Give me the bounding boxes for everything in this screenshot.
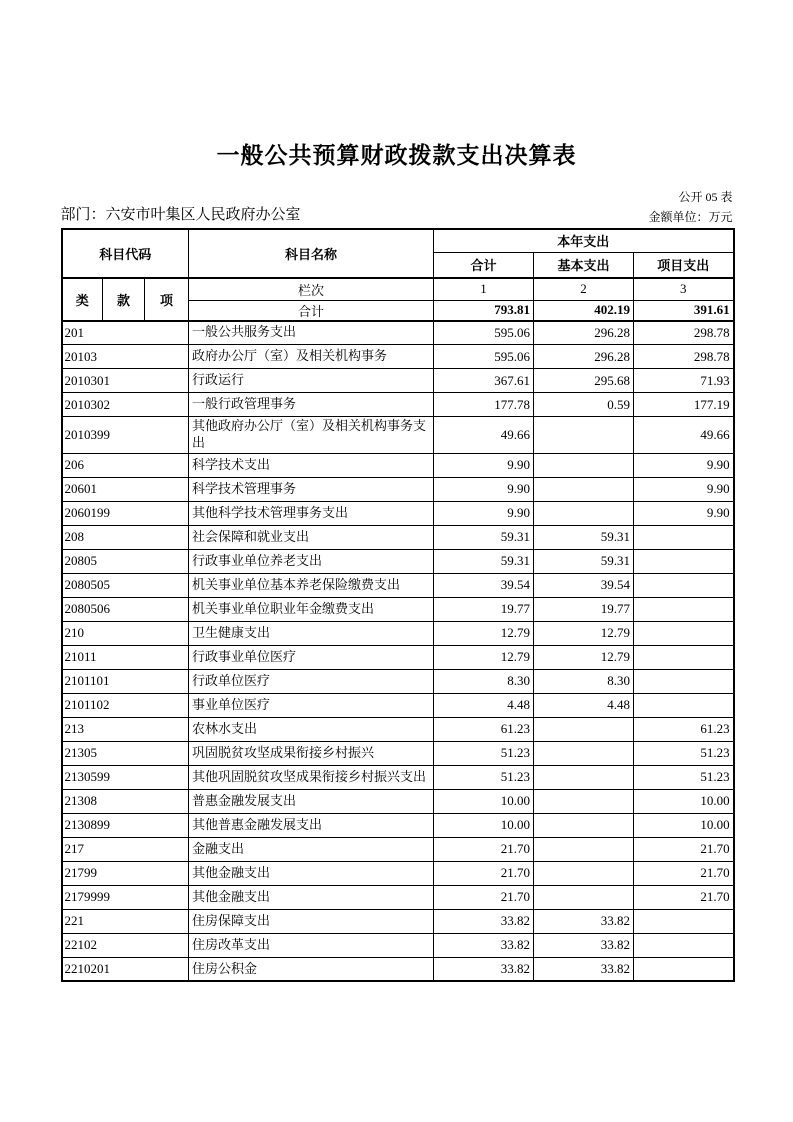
subject-name-cell: 其他金融支出 bbox=[189, 861, 434, 885]
total-cell: 21.70 bbox=[434, 885, 534, 909]
total-cell: 21.70 bbox=[434, 861, 534, 885]
project-cell bbox=[634, 909, 734, 933]
page-title: 一般公共预算财政拨款支出决算表 bbox=[216, 142, 577, 168]
header-subject-code: 科目代码 bbox=[62, 229, 189, 278]
subject-name-cell: 事业单位医疗 bbox=[189, 693, 434, 717]
column-number-3: 3 bbox=[634, 278, 734, 300]
subject-name-cell: 一般公共服务支出 bbox=[189, 321, 434, 345]
report-sheet bbox=[61, 0, 733, 982]
total-cell: 10.00 bbox=[434, 813, 534, 837]
table-row bbox=[62, 621, 734, 645]
total-cell: 39.54 bbox=[434, 573, 534, 597]
subject-name-cell: 普惠金融发展支出 bbox=[189, 789, 434, 813]
total-cell: 59.31 bbox=[434, 525, 534, 549]
project-cell: 10.00 bbox=[634, 789, 734, 813]
total-cell: 12.79 bbox=[434, 645, 534, 669]
project-cell bbox=[634, 957, 734, 981]
subject-name-cell: 机关事业单位职业年金缴费支出 bbox=[189, 597, 434, 621]
subject-name-cell: 行政运行 bbox=[189, 369, 434, 393]
subject-code-cell: 2060199 bbox=[62, 501, 189, 525]
table-row bbox=[62, 549, 734, 573]
project-cell: 9.90 bbox=[634, 453, 734, 477]
column-number-1: 1 bbox=[434, 278, 534, 300]
basic-cell: 59.31 bbox=[534, 549, 634, 573]
project-cell: 177.19 bbox=[634, 393, 734, 417]
table-row bbox=[62, 861, 734, 885]
subject-code-cell: 2210201 bbox=[62, 957, 189, 981]
subject-code-cell: 21011 bbox=[62, 645, 189, 669]
subject-name-cell: 其他科学技术管理事务支出 bbox=[189, 501, 434, 525]
subject-code-cell: 217 bbox=[62, 837, 189, 861]
subject-code-cell: 21799 bbox=[62, 861, 189, 885]
total-cell: 33.82 bbox=[434, 957, 534, 981]
total-cell: 595.06 bbox=[434, 345, 534, 369]
basic-cell bbox=[534, 501, 634, 525]
meta-row bbox=[61, 206, 733, 225]
basic-cell bbox=[534, 861, 634, 885]
project-cell: 21.70 bbox=[634, 837, 734, 861]
total-cell: 367.61 bbox=[434, 369, 534, 393]
subject-name-cell: 农林水支出 bbox=[189, 717, 434, 741]
table-row bbox=[62, 369, 734, 393]
subject-code-cell: 2010302 bbox=[62, 393, 189, 417]
project-cell bbox=[634, 621, 734, 645]
subject-name-cell: 科学技术管理事务 bbox=[189, 477, 434, 501]
project-cell: 21.70 bbox=[634, 885, 734, 909]
header-row-3 bbox=[62, 278, 734, 300]
total-cell: 177.78 bbox=[434, 393, 534, 417]
table-row bbox=[62, 813, 734, 837]
unit-note: 金额单位：万元 bbox=[648, 210, 733, 224]
project-cell: 21.70 bbox=[634, 861, 734, 885]
project-cell: 9.90 bbox=[634, 477, 734, 501]
subject-name-cell: 社会保障和就业支出 bbox=[189, 525, 434, 549]
total-cell: 595.06 bbox=[434, 321, 534, 345]
table-body bbox=[62, 321, 734, 982]
table-row bbox=[62, 717, 734, 741]
department-label: 部门：六安市叶集区人民政府办公室 bbox=[60, 207, 301, 223]
project-cell bbox=[634, 693, 734, 717]
project-cell: 51.23 bbox=[634, 741, 734, 765]
subject-name-cell: 政府办公厅（室）及相关机构事务 bbox=[189, 345, 434, 369]
subject-name-cell: 科学技术支出 bbox=[189, 453, 434, 477]
project-cell: 10.00 bbox=[634, 813, 734, 837]
column-number-2: 2 bbox=[534, 278, 634, 300]
table-row bbox=[62, 453, 734, 477]
subject-code-cell: 20601 bbox=[62, 477, 189, 501]
table-row bbox=[62, 957, 734, 981]
subject-code-cell: 21305 bbox=[62, 741, 189, 765]
basic-cell bbox=[534, 717, 634, 741]
table-row bbox=[62, 933, 734, 957]
header-current-year: 本年支出 bbox=[434, 229, 734, 252]
total-cell: 12.79 bbox=[434, 621, 534, 645]
total-cell: 21.70 bbox=[434, 837, 534, 861]
subject-name-cell: 卫生健康支出 bbox=[189, 621, 434, 645]
subject-name-cell: 其他普惠金融发展支出 bbox=[189, 813, 434, 837]
total-cell: 8.30 bbox=[434, 669, 534, 693]
table-row bbox=[62, 417, 734, 454]
basic-cell: 4.48 bbox=[534, 693, 634, 717]
table-row bbox=[62, 885, 734, 909]
table-row bbox=[62, 645, 734, 669]
subject-code-cell: 206 bbox=[62, 453, 189, 477]
subject-code-cell: 20103 bbox=[62, 345, 189, 369]
basic-cell bbox=[534, 885, 634, 909]
total-cell: 59.31 bbox=[434, 549, 534, 573]
total-cell: 9.90 bbox=[434, 453, 534, 477]
basic-cell: 12.79 bbox=[534, 621, 634, 645]
header-item: 项 bbox=[145, 278, 189, 321]
header-project: 项目支出 bbox=[634, 252, 734, 278]
table-row bbox=[62, 909, 734, 933]
subject-code-cell: 2010399 bbox=[62, 417, 189, 454]
subject-name-cell: 行政事业单位医疗 bbox=[189, 645, 434, 669]
grand-total-basic: 402.19 bbox=[534, 300, 634, 321]
header-class: 类 bbox=[62, 278, 103, 321]
total-cell: 4.48 bbox=[434, 693, 534, 717]
project-cell: 298.78 bbox=[634, 321, 734, 345]
project-cell: 9.90 bbox=[634, 501, 734, 525]
basic-cell: 33.82 bbox=[534, 909, 634, 933]
project-cell bbox=[634, 645, 734, 669]
basic-cell: 12.79 bbox=[534, 645, 634, 669]
total-cell: 49.66 bbox=[434, 417, 534, 454]
table-row bbox=[62, 837, 734, 861]
table-row bbox=[62, 345, 734, 369]
subject-code-cell: 2010301 bbox=[62, 369, 189, 393]
header-subject-name: 科目名称 bbox=[189, 229, 434, 278]
table-row bbox=[62, 501, 734, 525]
project-cell: 49.66 bbox=[634, 417, 734, 454]
basic-cell: 296.28 bbox=[534, 321, 634, 345]
subject-name-cell: 巩固脱贫攻坚成果衔接乡村振兴 bbox=[189, 741, 434, 765]
grand-total-sum: 793.81 bbox=[434, 300, 534, 321]
subject-code-cell: 2101101 bbox=[62, 669, 189, 693]
grand-total-project: 391.61 bbox=[634, 300, 734, 321]
subject-name-cell: 住房保障支出 bbox=[189, 909, 434, 933]
expenditure-table bbox=[61, 228, 735, 982]
basic-cell bbox=[534, 789, 634, 813]
project-cell bbox=[634, 933, 734, 957]
basic-cell bbox=[534, 837, 634, 861]
header-total: 合计 bbox=[434, 252, 534, 278]
total-cell: 51.23 bbox=[434, 741, 534, 765]
basic-cell bbox=[534, 813, 634, 837]
table-row bbox=[62, 693, 734, 717]
subject-name-cell: 机关事业单位基本养老保险缴费支出 bbox=[189, 573, 434, 597]
project-cell: 51.23 bbox=[634, 765, 734, 789]
subject-code-cell: 208 bbox=[62, 525, 189, 549]
basic-cell: 19.77 bbox=[534, 597, 634, 621]
table-row bbox=[62, 477, 734, 501]
project-cell bbox=[634, 549, 734, 573]
subject-name-cell: 其他政府办公厅（室）及相关机构事务支出 bbox=[189, 417, 434, 454]
subject-code-cell: 21308 bbox=[62, 789, 189, 813]
basic-cell bbox=[534, 453, 634, 477]
subject-code-cell: 20805 bbox=[62, 549, 189, 573]
total-cell: 51.23 bbox=[434, 765, 534, 789]
table-row bbox=[62, 669, 734, 693]
header-section: 款 bbox=[103, 278, 145, 321]
basic-cell: 59.31 bbox=[534, 525, 634, 549]
basic-cell: 33.82 bbox=[534, 957, 634, 981]
subject-name-cell: 行政单位医疗 bbox=[189, 669, 434, 693]
table-row bbox=[62, 789, 734, 813]
project-cell bbox=[634, 573, 734, 597]
project-cell: 61.23 bbox=[634, 717, 734, 741]
basic-cell: 0.59 bbox=[534, 393, 634, 417]
subject-code-cell: 22102 bbox=[62, 933, 189, 957]
subject-code-cell: 2101102 bbox=[62, 693, 189, 717]
table-row bbox=[62, 765, 734, 789]
subject-code-cell: 2179999 bbox=[62, 885, 189, 909]
header-row-1 bbox=[62, 229, 734, 252]
table-row bbox=[62, 393, 734, 417]
basic-cell: 296.28 bbox=[534, 345, 634, 369]
subject-name-cell: 其他金融支出 bbox=[189, 885, 434, 909]
total-cell: 33.82 bbox=[434, 933, 534, 957]
table-row bbox=[62, 597, 734, 621]
subject-name-cell: 住房公积金 bbox=[189, 957, 434, 981]
total-cell: 10.00 bbox=[434, 789, 534, 813]
basic-cell bbox=[534, 765, 634, 789]
subject-code-cell: 210 bbox=[62, 621, 189, 645]
subject-name-cell: 其他巩固脱贫攻坚成果衔接乡村振兴支出 bbox=[189, 765, 434, 789]
subject-name-cell: 行政事业单位养老支出 bbox=[189, 549, 434, 573]
subject-code-cell: 2130599 bbox=[62, 765, 189, 789]
subject-code-cell: 2080506 bbox=[62, 597, 189, 621]
basic-cell: 39.54 bbox=[534, 573, 634, 597]
subject-code-cell: 213 bbox=[62, 717, 189, 741]
subject-code-cell: 2130899 bbox=[62, 813, 189, 837]
project-cell bbox=[634, 669, 734, 693]
project-cell bbox=[634, 525, 734, 549]
subject-code-cell: 221 bbox=[62, 909, 189, 933]
subject-code-cell: 201 bbox=[62, 321, 189, 345]
table-row bbox=[62, 321, 734, 345]
table-row bbox=[62, 525, 734, 549]
project-cell: 71.93 bbox=[634, 369, 734, 393]
basic-cell bbox=[534, 741, 634, 765]
subject-name-cell: 住房改革支出 bbox=[189, 933, 434, 957]
table-row bbox=[62, 741, 734, 765]
total-cell: 19.77 bbox=[434, 597, 534, 621]
subject-code-cell: 2080505 bbox=[62, 573, 189, 597]
total-cell: 9.90 bbox=[434, 501, 534, 525]
basic-cell bbox=[534, 417, 634, 454]
total-cell: 61.23 bbox=[434, 717, 534, 741]
row-label-columns: 栏次 bbox=[189, 278, 434, 300]
project-cell: 298.78 bbox=[634, 345, 734, 369]
total-cell: 33.82 bbox=[434, 909, 534, 933]
table-code-note: 公开 05 表 bbox=[678, 190, 733, 204]
basic-cell: 33.82 bbox=[534, 933, 634, 957]
basic-cell: 8.30 bbox=[534, 669, 634, 693]
header-basic: 基本支出 bbox=[534, 252, 634, 278]
row-label-total: 合计 bbox=[189, 300, 434, 321]
basic-cell: 295.68 bbox=[534, 369, 634, 393]
table-row bbox=[62, 573, 734, 597]
subject-name-cell: 一般行政管理事务 bbox=[189, 393, 434, 417]
basic-cell bbox=[534, 477, 634, 501]
project-cell bbox=[634, 597, 734, 621]
total-cell: 9.90 bbox=[434, 477, 534, 501]
subject-name-cell: 金融支出 bbox=[189, 837, 434, 861]
